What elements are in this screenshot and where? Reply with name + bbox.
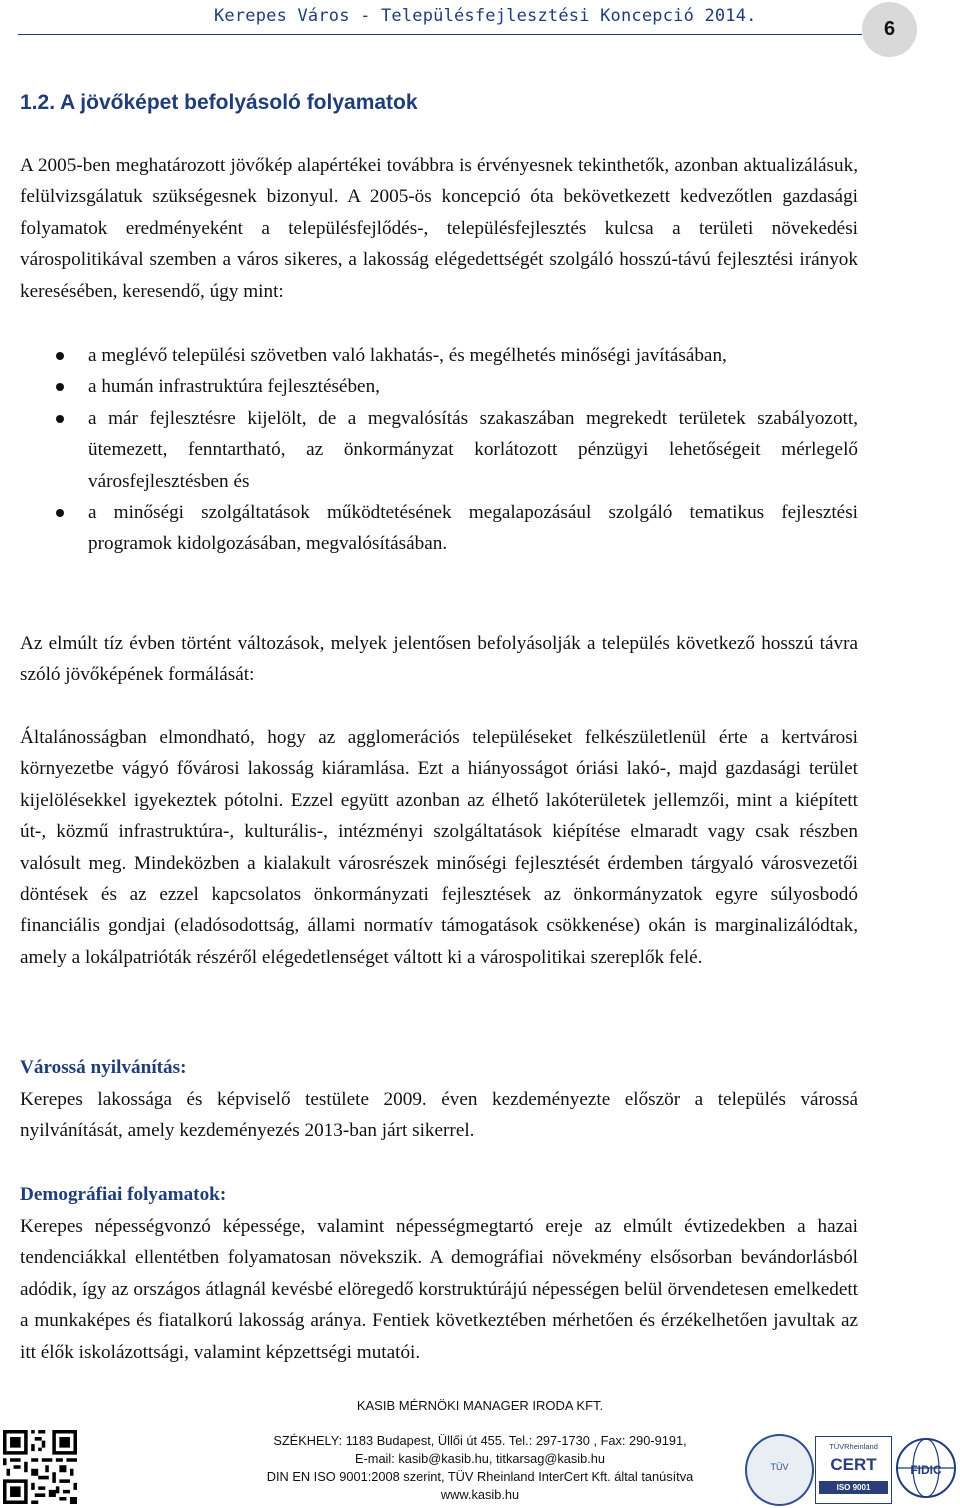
section-title: 1.2. A jövőképet befolyásoló folyamatok <box>20 91 418 114</box>
cert-logo-mid: CERT <box>830 1455 877 1474</box>
header-rule <box>18 34 862 35</box>
subsection-heading-town-status: Várossá nyilvánítás: <box>20 1057 187 1078</box>
footer-company: KASIB MÉRNÖKI MANAGER IRODA KFT. <box>356 1398 604 1413</box>
list-item-text: a humán infrastruktúra fejlesztésében, <box>88 376 380 398</box>
tuv-cert-logo <box>815 1436 892 1504</box>
footer-address: SZÉKHELY: 1183 Budapest, Üllői út 455. Tel.: 297-1730 , Fax: 290-9191, <box>273 1433 687 1448</box>
list-item <box>20 340 858 371</box>
footer-contact <box>150 1432 810 1504</box>
page-number: 6 <box>862 2 917 57</box>
list-item <box>20 403 858 497</box>
generalization-paragraph: Általánosságban elmondható, hogy az agglomerációs településeket felkészületlenül érte a kertvárosi környezetbe vágyó fővárosi lakosság kiáramlása. Ezt a hiányosságot óriási lakó-, majd gazdasági terület kijelölésekkel igyekeztek pótolni. Ezzel együtt azonban az élhető lakóterületek jellemzői, mint a kiépített út-, közmű infrastruktúra-, kulturális-, intézményi szolgáltatások kiépítése elmaradt vagy csak részben valósult meg. Mindeközben a kialakult városrészek minőségi fejlesztését érdemben tárgyaló városvezetői döntések és az ezzel kapcsolatos önkormányzati fejlesztések az önkormányzatok egyre súlyosbodó financiális gondjai (eladósodottság, állami normatív támogatások csökkenése) okán is marginalizálódtak, amely a lokálpatrióták részéről elégedetlenséget váltott ki a várospolitikai szereplők felé. <box>20 727 858 968</box>
bullet-list <box>20 340 858 560</box>
tuv-seal-logo: TÜV <box>745 1434 814 1506</box>
header-title: Kerepes Város - Településfejlesztési Koncepció 2014. <box>214 6 757 26</box>
bullet-icon <box>56 352 64 360</box>
list-item <box>20 497 858 560</box>
fidic-logo: FIDIC <box>895 1437 957 1499</box>
bullet-icon <box>56 509 64 517</box>
town-status-paragraph: Kerepes lakossága és képviselő testülete 2009. éven kezdeményezte először a település várossá nyilvánítását, amely kezdeményezés 2013-ban járt sikerrel. <box>20 1089 858 1142</box>
cert-logo-bot: ISO 9001 <box>819 1481 888 1494</box>
list-item-text: a meglévő települési szövetben való lakhatás-, és megélhetés minőségi javításában, <box>88 345 727 366</box>
list-item-text: a már fejlesztésre kijelölt, de a megvalósítás szakaszában megrekedt területek szabályozott, ütemezett, fenntartható, az önkormányzat korlátozott pénzügyi lehetőségeit mérlegelő városfejlesztésben és <box>88 407 858 492</box>
list-item-text: a minőségi szolgáltatások működtetésének megalapozásául szolgáló tematikus fejlesztési programok kidolgozásában, megvalósításában. <box>88 502 858 555</box>
footer-email: E-mail: kasib@kasib.hu, titkarsag@kasib.hu <box>354 1451 606 1466</box>
demography-paragraph: Kerepes népességvonzó képessége, valamint népességmegtartó ereje az elmúlt évtizedekben a hazai tendenciákkal ellentétben folyamatosan növekszik. A demográfiai növekmény elsősorban bevándorlásból adódik, így az országos átlagnál kevésbé elöregedő korstruktúrájú népességen belül örvendetesen emelkedett a munkaképes és fiatalkorú lakosság aránya. Fentiek következtében mérhetően és érzékelhetően javultak az itt élők iskolázottsági, valamint képzettségi mutatói. <box>20 1216 858 1363</box>
intro-paragraph: A 2005-ben meghatározott jövőkép alapértékei továbbra is érvényesnek tekinthetők, azonban aktualizálásuk, felülvizsgálatuk szükségesnek bizonyul. A 2005-ös koncepció óta bekövetkezett kedvezőtlen gazdasági folyamatok eredményeként a településfejlődés-, településfejlesztés kulcsa a területi növekedési várospolitikával szemben a város sikeres, a lakosság elégedettségét szolgáló hosszú-távú fejlesztési irányok keresésében, keresendő, úgy mint: <box>20 155 858 302</box>
subsection-heading-demography: Demográfiai folyamatok: <box>20 1184 227 1205</box>
bullet-icon <box>56 415 64 423</box>
list-item <box>20 371 858 402</box>
cert-logo-top: TÜVRheinland <box>829 1442 878 1451</box>
bullet-icon <box>56 383 64 391</box>
footer-website: www.kasib.hu <box>440 1487 520 1502</box>
qr-code-icon <box>3 1430 77 1504</box>
footer-certification: DIN EN ISO 9001:2008 szerint, TÜV Rheinland InterCert Kft. által tanúsítva <box>266 1469 694 1484</box>
changes-paragraph: Az elmúlt tíz évben történt változások, melyek jelentősen befolyásolják a település következő hosszú távra szóló jövőképének formálását: <box>20 633 858 686</box>
